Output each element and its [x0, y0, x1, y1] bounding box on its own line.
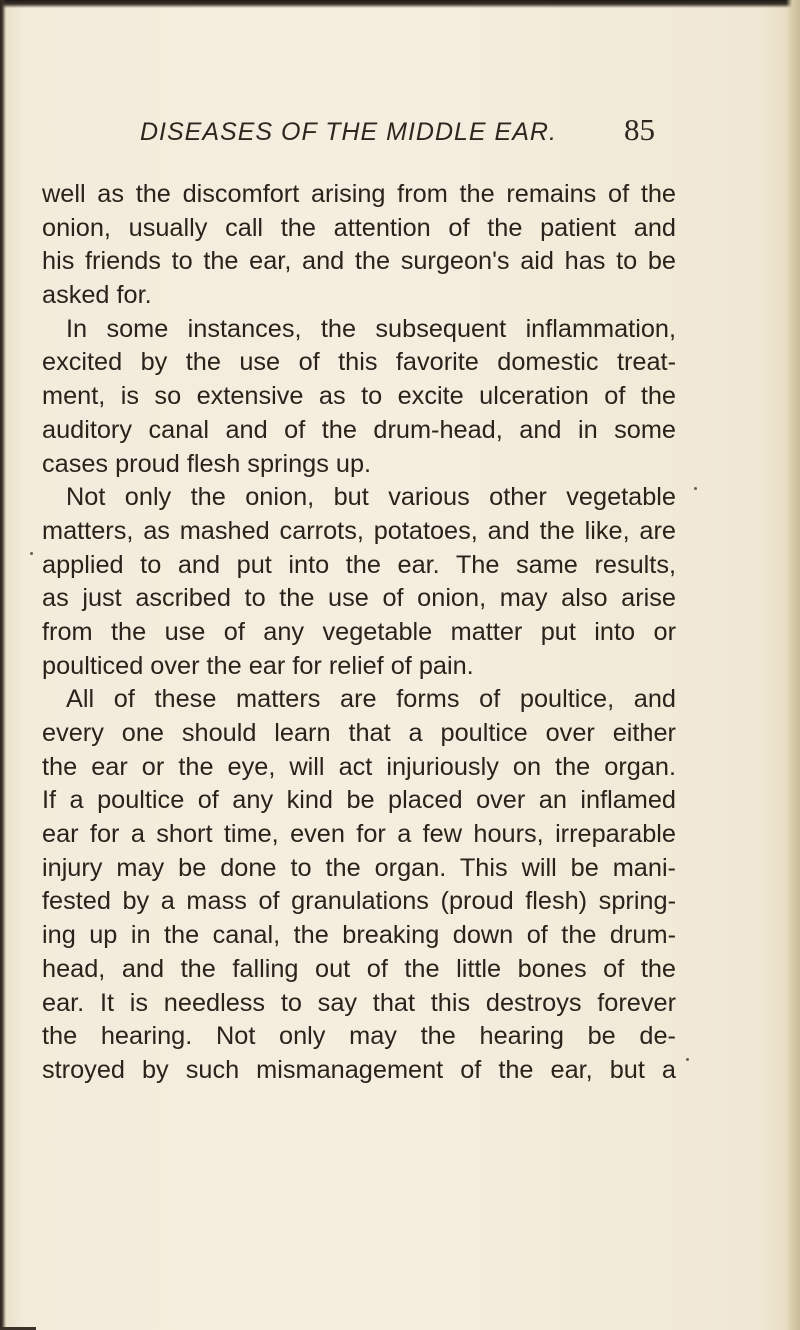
text-line: onion, usually call the attention of the patient and — [42, 213, 676, 242]
running-head: DISEASES OF THE MIDDLE EAR. — [140, 118, 557, 146]
text-line: injury may be done to the organ. This will be mani- — [42, 853, 676, 882]
text-line: well as the discomfort arising from the remains of the — [42, 180, 676, 208]
page-top-edge-shadow — [0, 0, 800, 8]
text-line: auditory canal and of the drum-head, and in some — [42, 415, 676, 444]
text-line: fested by a mass of granulations (proud flesh) spring- — [42, 887, 676, 916]
text-line: ing up in the canal, the breaking down of the drum- — [42, 921, 676, 950]
page-right-edge — [786, 0, 800, 1330]
text-line: the ear or the eye, will act injuriously on the organ. — [42, 752, 676, 781]
text-line: applied to and put into the ear. The same results, — [42, 550, 676, 579]
paper-speck — [30, 552, 33, 555]
paragraph-start-line: All of these matters are forms of poultice, and — [66, 685, 676, 714]
text-line: his friends to the ear, and the surgeon's aid has to be — [42, 247, 676, 276]
text-line: from the use of any vegetable matter put into or — [42, 617, 676, 646]
text-line: cases proud flesh springs up. — [42, 449, 372, 478]
text-line: every one should learn that a poultice over either — [42, 719, 676, 747]
text-line: asked for. — [42, 281, 152, 310]
paragraph-start-line: Not only the onion, but various other vegetable — [66, 483, 676, 512]
paper-speck — [686, 1058, 689, 1061]
paper-speck — [694, 487, 697, 490]
paragraph-start-line: In some instances, the subsequent inflammation, — [66, 314, 676, 343]
page-header — [0, 112, 800, 158]
text-line: head, and the falling out of the little bones of the — [42, 954, 676, 983]
text-line: as just ascribed to the use of onion, may also arise — [42, 584, 676, 613]
text-line: If a poultice of any kind be placed over an inflamed — [42, 786, 676, 815]
text-line: poulticed over the ear for relief of pain. — [42, 651, 474, 680]
text-line: ear for a short time, even for a few hours, irreparable — [42, 820, 676, 849]
page-number: 85 — [624, 112, 655, 147]
text-line: the hearing. Not only may the hearing be de- — [42, 1022, 676, 1051]
text-line: ment, is so extensive as to excite ulceration of the — [42, 382, 676, 411]
text-line: excited by the use of this favorite domestic treat- — [42, 348, 676, 377]
page-left-edge-shadow — [0, 0, 6, 1330]
text-line: stroyed by such mismanagement of the ear, but a — [42, 1055, 676, 1084]
text-line: matters, as mashed carrots, potatoes, and the like, are — [42, 516, 676, 545]
text-line: ear. It is needless to say that this destroys forever — [42, 988, 676, 1017]
body-text — [42, 178, 676, 1088]
